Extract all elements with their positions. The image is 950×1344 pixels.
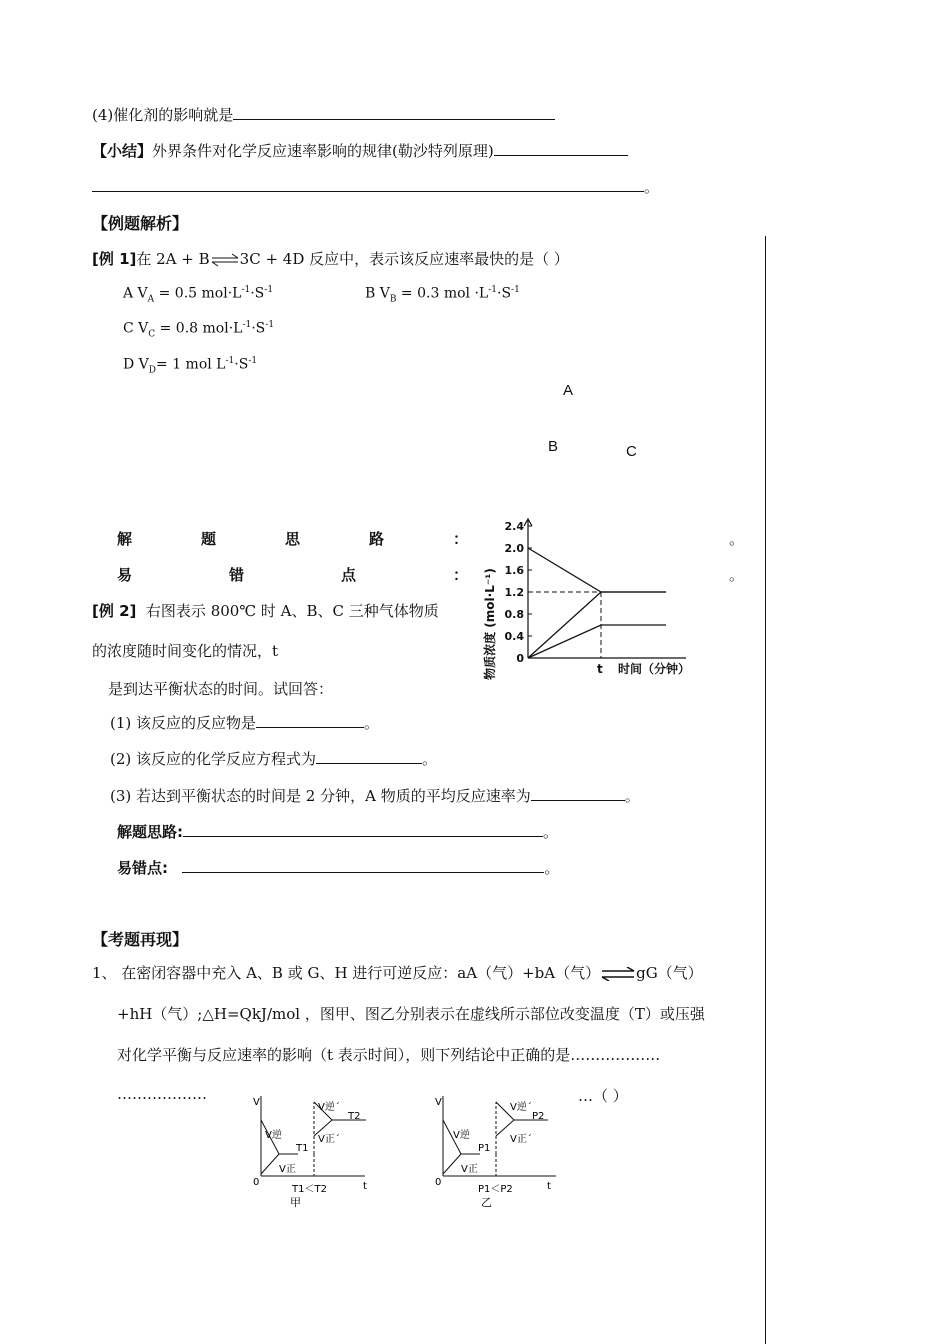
chart-xlabel: 时间（分钟）	[618, 662, 691, 676]
axis-zero: 0	[435, 1177, 442, 1188]
think-label: 解题思路:	[117, 823, 183, 841]
option-c	[123, 320, 274, 339]
y-tick-label: 1.6	[504, 564, 524, 577]
period: 。	[729, 530, 745, 548]
label-cond2: P2	[532, 1111, 545, 1122]
label-cond1: P1	[478, 1143, 491, 1154]
q3-text: (3) 若达到平衡状态的时间是 2 分钟，A 物质的平均反应速率为	[110, 787, 531, 805]
option-a-label: A V	[123, 285, 148, 302]
axis-v: V	[253, 1097, 260, 1108]
y-tick-label: 2.4	[504, 520, 524, 533]
exam-line2: +hH（气）;△H=QkJ/mol ，图甲、图乙分别表示在虚线所示部位改变温度（T）或压强	[117, 1005, 705, 1023]
superscript: -1	[264, 285, 274, 295]
exam-answer-paren: …（ ）	[578, 1087, 628, 1105]
y-tick-label: 0	[516, 652, 524, 665]
unit-s: ·S	[497, 285, 512, 302]
period: 。	[624, 787, 640, 805]
series-line-3	[528, 625, 666, 658]
period: 。	[644, 178, 660, 196]
label-v-ni: V逆	[453, 1130, 470, 1141]
ex2-text2: 的浓度随时间变化的情况，t	[92, 642, 279, 660]
chart-series	[528, 548, 666, 658]
q1-text: (1) 该反应的反应物是	[110, 714, 257, 732]
axis-t: t	[547, 1181, 551, 1192]
x-tick-label: t	[597, 662, 603, 676]
stray-letter-c: C	[626, 443, 637, 460]
label-v-zheng: V正	[279, 1164, 296, 1175]
axis-zero: 0	[253, 1177, 260, 1188]
answer-blank	[494, 141, 628, 156]
answer-blank	[182, 858, 544, 873]
y-tick-label: 1.2	[504, 586, 524, 599]
answer-blank	[233, 105, 555, 120]
option-a-value: = 0.5 mol·L	[154, 285, 242, 302]
superscript: -1	[488, 285, 497, 295]
subscript: A	[147, 294, 155, 305]
exam-line3: 对化学平衡与反应速率的影响（t 表示时间），则下列结论中正确的是………………	[117, 1046, 661, 1064]
stem-part-a: 在 2A + B	[136, 250, 210, 268]
option-d-value: = 1 mol L	[156, 356, 226, 373]
option-c-label: C V	[123, 320, 149, 337]
equilibrium-arrow-icon	[600, 967, 636, 981]
option-c-value: = 0.8 mol·L	[155, 320, 243, 337]
period: 。	[422, 750, 438, 768]
period: 。	[543, 823, 559, 841]
exam-line1-text: 1、 在密闭容器中充入 A、B 或 G、H 进行可逆反应：aA（气）+bA（气）	[92, 964, 601, 982]
catalyst-line	[92, 104, 555, 125]
error-label: 易错点:	[117, 859, 168, 877]
char: 易	[117, 566, 133, 584]
label-v-ni: V逆	[265, 1130, 282, 1141]
catalyst-text: (4)催化剂的影响就是	[92, 106, 234, 124]
option-d-label: D V	[123, 356, 149, 373]
y-tick-label: 0.4	[504, 630, 524, 643]
exam-line1	[92, 962, 703, 983]
y-tick-label: 0.8	[504, 608, 524, 621]
q2-text: (2) 该反应的化学反应方程式为	[110, 750, 317, 768]
label-relation: T1＜T2	[292, 1184, 327, 1195]
example-1-label: [例 1]	[92, 250, 137, 268]
char: 错	[229, 566, 245, 584]
exam-line4: ………………	[117, 1085, 207, 1103]
rate-line	[443, 1154, 461, 1174]
ex2-text3: 是到达平衡状态的时间。试回答：	[108, 680, 334, 698]
exam-line1-end: gG（气）	[636, 964, 703, 982]
example-2-label: [例 2]	[92, 602, 137, 620]
label-v-zheng: V正	[461, 1164, 478, 1175]
summary-line	[92, 140, 628, 161]
answer-blank	[92, 177, 644, 192]
summary-line-2	[92, 176, 659, 197]
margin-rule	[765, 236, 766, 1344]
char: 思	[285, 530, 301, 548]
ex2-q2	[110, 748, 437, 769]
ex2-q3	[110, 785, 640, 806]
period: 。	[729, 566, 745, 584]
axis-t: t	[363, 1181, 367, 1192]
answer-blank	[183, 822, 543, 837]
ex2-text1: 右图表示 800℃ 时 A、B、C 三种气体物质	[145, 602, 439, 620]
label-v-zheng2: V正´	[318, 1134, 340, 1145]
ex2-think	[117, 821, 558, 842]
examples-heading: 【例题解析】	[92, 214, 189, 233]
stem-part-b: 3C + 4D 反应中，表示该反应速率最快的是（ ）	[239, 250, 569, 268]
char: 路	[369, 530, 385, 548]
label-v-zheng2: V正´	[510, 1134, 532, 1145]
unit-s: ·S	[234, 356, 249, 373]
summary-label: 【小结】	[92, 142, 153, 160]
graph-jia	[250, 1092, 385, 1222]
superscript: -1	[511, 285, 520, 295]
graph-yi	[432, 1092, 567, 1222]
subscript: D	[148, 365, 157, 376]
unit-s: ·S	[250, 285, 265, 302]
label-cond1: T1	[296, 1143, 309, 1154]
graph-name: 乙	[481, 1196, 492, 1209]
char: 解	[117, 530, 133, 548]
y-tick-label: 2.0	[504, 542, 524, 555]
ex2-q1	[110, 712, 379, 733]
chart-ylabel: 物质浓度 (mol·L⁻¹)	[483, 568, 497, 680]
char: 题	[201, 530, 217, 548]
option-b-label: B V	[365, 285, 390, 302]
superscript: -1	[242, 320, 252, 330]
label-cond2: T2	[348, 1111, 361, 1122]
superscript: -1	[225, 356, 235, 366]
superscript: -1	[265, 320, 275, 330]
series-line-1	[528, 548, 666, 592]
example-2-line1	[92, 600, 439, 621]
example-1-stem	[92, 248, 569, 269]
period: 。	[364, 714, 380, 732]
option-b	[365, 285, 520, 304]
graph-name: 甲	[290, 1196, 301, 1209]
exam-heading: 【考题再现】	[92, 930, 189, 949]
superscript: -1	[241, 285, 251, 295]
stray-letter-b: B	[548, 438, 559, 455]
answer-blank	[316, 749, 422, 764]
unit-s: ·S	[251, 320, 266, 337]
chart-ticks	[505, 520, 604, 676]
ex2-error	[117, 857, 559, 878]
char: ：	[453, 530, 469, 548]
answer-blank	[256, 713, 364, 728]
label-v-ni2: V逆´	[510, 1102, 532, 1113]
subscript: C	[148, 329, 156, 340]
equilibrium-arrow-icon	[210, 253, 240, 267]
stray-letter-a: A	[563, 382, 574, 399]
option-d	[123, 356, 257, 375]
chart-axes	[524, 519, 686, 658]
label-relation: P1＜P2	[478, 1184, 513, 1195]
option-a	[123, 285, 273, 304]
concentration-chart	[478, 512, 718, 682]
summary-text: 外界条件对化学反应速率影响的规律(勒沙特列原理)	[152, 142, 494, 160]
rate-line	[261, 1154, 279, 1174]
char: ：	[453, 566, 469, 584]
label-v-ni2: V逆´	[318, 1102, 340, 1113]
char: 点	[341, 566, 357, 584]
answer-blank	[531, 786, 625, 801]
period: 。	[544, 859, 560, 877]
superscript: -1	[248, 356, 258, 366]
axis-v: V	[435, 1097, 442, 1108]
subscript: B	[389, 294, 397, 305]
option-b-value: = 0.3 mol ·L	[396, 285, 489, 302]
